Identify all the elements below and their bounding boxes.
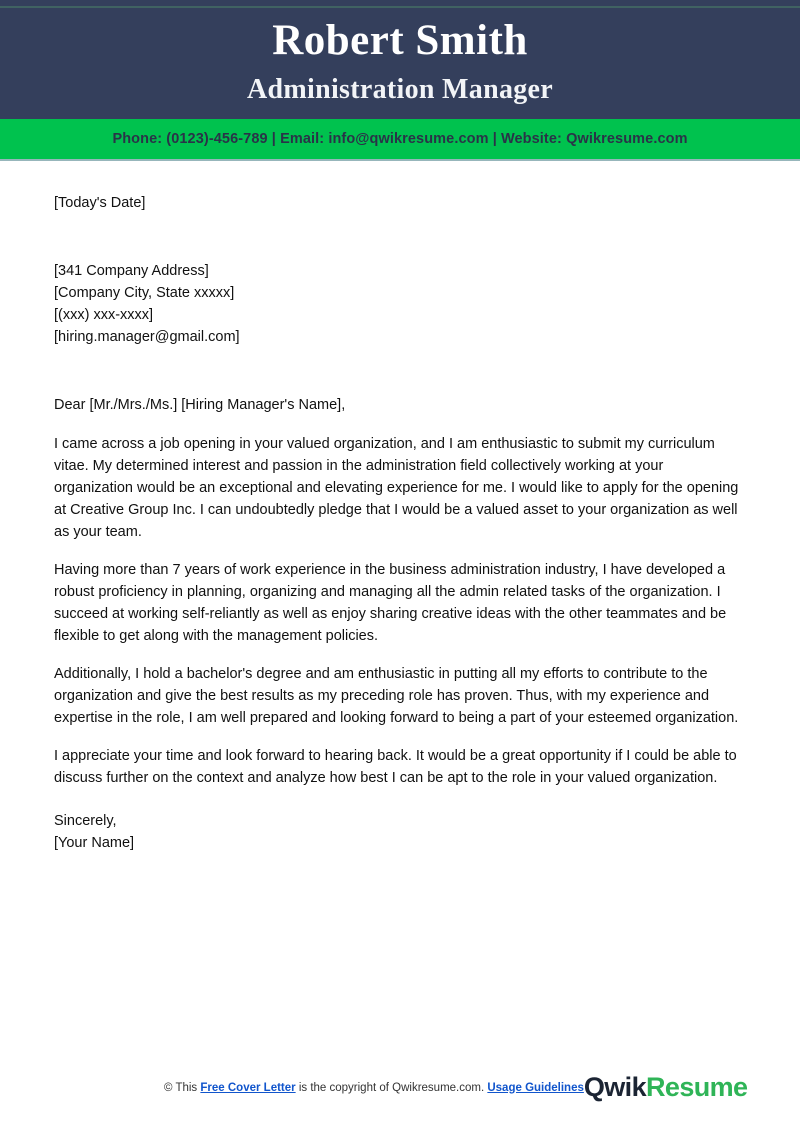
applicant-name: Robert Smith — [272, 17, 528, 64]
recipient-block — [54, 215, 745, 348]
footer-copyright — [54, 1082, 584, 1094]
letter-paragraph-1: I came across a job opening in your valued organization, and I am enthusiastic to submit my curriculum vitae. My determined interest and passion in the administration field collectively working at your organization would be an exceptional and elevating experience for me. I would like to apply for the opening at Creative Group Inc. I can undoubtedly pledge that I would be a valued asset to your organization as well as your team. — [54, 435, 739, 540]
closing-block — [54, 811, 745, 855]
qwikresume-logo — [584, 1072, 758, 1103]
recipient-city-line: [Company City, State xxxxx] — [54, 284, 235, 301]
letter-paragraph-3: Additionally, I hold a bachelor's degree and am enthusiastic in putting all my efforts to contribute to the organization and give the best results as my preceding role has proven. Thus, with my experience and expertise in the role, I am well prepared and looking forward to being a part of your esteemed organization. — [54, 665, 739, 726]
sign-off: Sincerely, — [54, 813, 117, 830]
recipient-phone-line: [(xxx) xxx-xxxx] — [54, 306, 154, 323]
recipient-email-line: [hiring.manager@gmail.com] — [54, 328, 240, 345]
letter-body — [0, 161, 800, 855]
header-accent-line — [0, 6, 800, 8]
applicant-job-title: Administration Manager — [246, 73, 554, 105]
usage-guidelines-link[interactable]: Usage Guidelines — [487, 1081, 584, 1094]
letter-date: [Today's Date] — [54, 195, 146, 211]
signature-name: [Your Name] — [54, 834, 135, 851]
document-footer — [0, 1072, 800, 1103]
free-cover-letter-link[interactable]: Free Cover Letter — [200, 1081, 296, 1094]
contact-bar — [0, 119, 800, 159]
salutation: Dear [Mr./Mrs./Ms.] [Hiring Manager's Name], — [54, 396, 346, 413]
footer-copyright-middle: is the copyright of Qwikresume.com. — [295, 1081, 488, 1094]
contact-line: Phone: (0123)-456-789 | Email: info@qwikresume.com | Website: Qwikresume.com — [112, 131, 688, 147]
recipient-address-line: [341 Company Address] — [54, 262, 209, 279]
logo-text-resume: Resume — [646, 1072, 748, 1102]
contact-bar-underline — [0, 159, 800, 161]
logo-text-qwik: Qwik — [583, 1072, 646, 1102]
footer-copyright-prefix: © This — [164, 1081, 201, 1094]
letter-paragraph-4: I appreciate your time and look forward to hearing back. It would be a great opportunity if I could be able to discuss further on the context and analyze how best I can be apt to the role in your valued organization. — [54, 748, 737, 787]
letter-paragraph-2: Having more than 7 years of work experience in the business administration industry, I have developed a robust proficiency in planning, organizing and managing all the admin related tasks of the organization. I succeed at working self-reliantly as well as enjoy sharing creative ideas with the other teammates and be flexible to get along with the management policies. — [54, 561, 727, 644]
document-header — [0, 0, 800, 119]
